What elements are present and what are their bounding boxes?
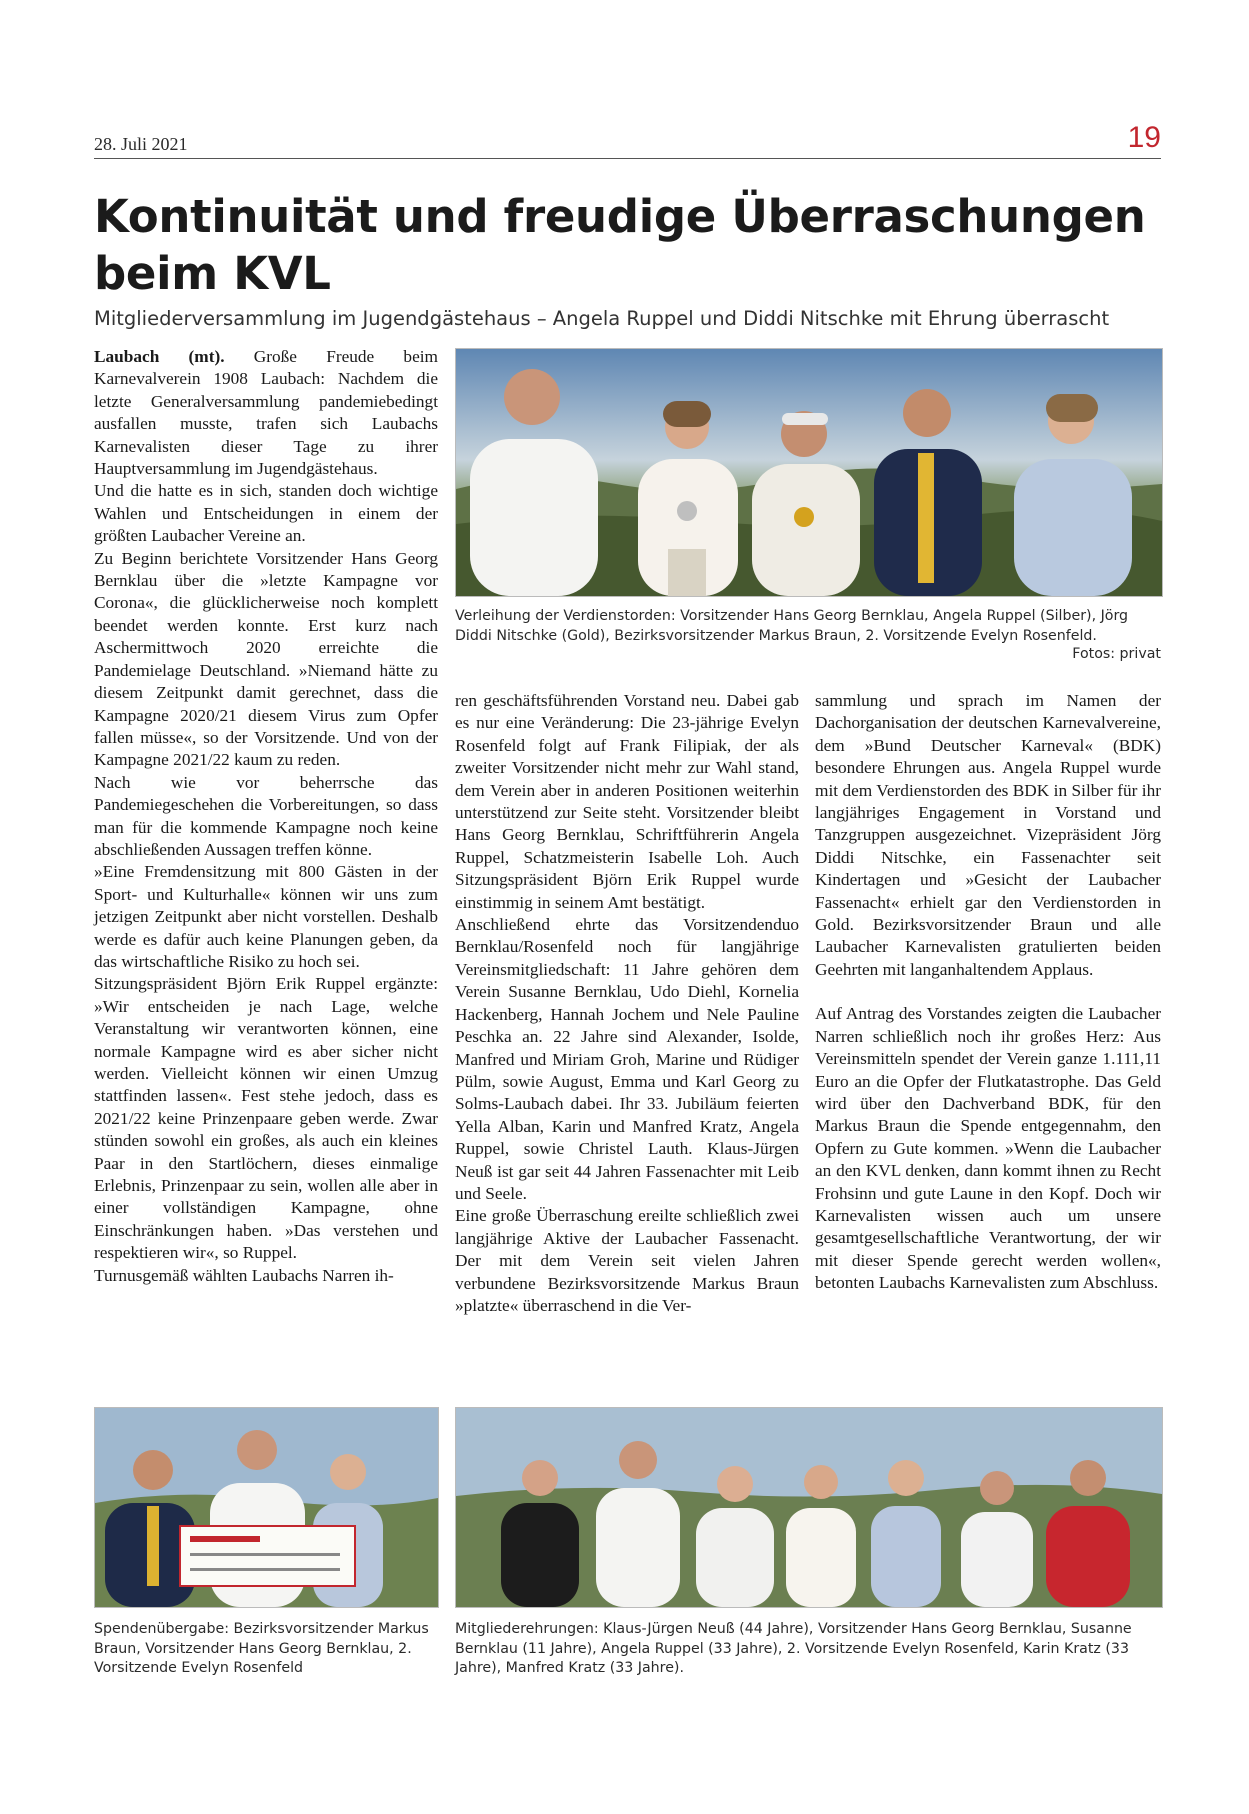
paragraph: ren geschäftsführenden Vorstand neu. Dabei gab es nur eine Veränderung: Die 23-jährige Evelyn Rosenfeld folgt auf Frank Filipiak, der als zweiter Vorsitzender nicht mehr zur Wahl stand, dem Verein aber in anderen Positionen weiterhin unterstützend zur Seite steht. Vorsitzender bleibt Hans Georg Bernklau, Schriftführerin Angela Ruppel, Schatzmeisterin Isabelle Loh. Auch Sitzungspräsident Björn Erik Ruppel wurde einstimmig in seinem Amt bestätigt.: [455, 691, 799, 912]
donation-photo-caption: Spendenübergabe: Bezirksvorsitzender Markus Braun, Vorsitzender Hans Georg Bernklau, 2. Vorsitzende Evelyn Rosenfeld: [94, 1621, 429, 1677]
paragraph: »Eine Fremdensitzung mit 800 Gästen in der Sport- und Kulturhalle« können wir uns zum jetzigen Zeitpunkt aber nicht vorstellen. Deshalb werde es dafür auch keine Planungen geben, da das wirtschaftliche Risiko zu hoch sei.: [94, 862, 438, 971]
paragraph: Turnusgemäß wählten Laubachs Narren ih-: [94, 1265, 394, 1285]
donation-handover-photo: [94, 1407, 439, 1608]
photo-credit: Fotos: privat: [1072, 646, 1161, 662]
paragraph: Laubach (mt). Große Freude beim Karnevalverein 1908 Laubach: Nachdem die letzte Generalversammlung pandemiebedingt ausfallen musste, trafen sich Laubachs Karnevalisten dieser Tage zu ihrer Hauptversammlung im Jugendgästehaus.: [94, 347, 438, 479]
paragraph: Und die hatte es in sich, standen doch wichtige Wahlen und Entscheidungen in einem der größten Laubacher Vereine an.: [94, 481, 438, 546]
member-honors-illustration: [456, 1408, 1162, 1607]
main-photo-caption: Verleihung der Verdienstorden: Vorsitzender Hans Georg Bernklau, Angela Ruppel (Silber), Jörg Diddi Nitschke (Gold), Bezirksvorsitzender Markus Braun, 2. Vorsitzende Evelyn Rosenfeld.: [455, 608, 1129, 644]
issue-date: 28. Juli 2021: [94, 134, 188, 154]
award-ceremony-illustration: [456, 349, 1162, 596]
award-ceremony-photo: [455, 348, 1163, 597]
article-subheadline: Mitgliederversammlung im Jugendgästehaus – Angela Ruppel und Diddi Nitschke mit Ehrung überrascht: [94, 307, 1110, 330]
dateline: Laubach (mt).: [94, 347, 225, 366]
paragraph: Nach wie vor beherrsche das Pandemiegeschehen die Vorbereitungen, so dass man für die kommende Kampagne noch keine abschließenden Aussagen treffen könne.: [94, 772, 438, 859]
donation-illustration: [95, 1408, 438, 1607]
member-honors-photo: [455, 1407, 1163, 1608]
paragraph: Sitzungspräsident Björn Erik Ruppel ergänzte: »Wir entscheiden je nach Lage, welche Veranstaltung wir verantworten können, eine normale Kampagne wird es aber sicher nicht werden. Vielleicht können wir einen Umzug stattfinden lassen«. Fest stehe jedoch, dass es 2021/22 keine Prinzenpaare geben werde. Zwar stünden sowohl ein großes, als auch ein kleines Paar in den Startlöchern, dieses einmalige Erlebnis, Prinzenpaar zu sein, wollen alle aber in einer vollständigen Kampagne, ohne Einschränkungen haben. »Das verstehen und respektieren wir«, so Ruppel.: [94, 974, 438, 1263]
header-rule: [94, 158, 1161, 159]
paragraph: Eine große Überraschung ereilte schließlich zwei langjährige Aktive der Laubacher Fassenacht. Der mit dem Verein seit vielen Jahren verbundene Bezirksvorsitzende Markus Braun »platzte« überraschend in die Ver-: [455, 1206, 799, 1315]
article-headline: Kontinuität und freudige Überraschungen beim KVL: [94, 190, 1146, 300]
page-number: 19: [1127, 121, 1161, 154]
paragraph: Anschließend ehrte das Vorsitzendenduo Bernklau/Rosenfeld noch für langjährige Vereinsmitgliedschaft: 11 Jahre gehören dem Verein Susanne Bernklau, Udo Diehl, Kornelia Hackenberg, Hannah Jochem und Nele Pauline Peschka an. 22 Jahre sind Alexander, Isolde, Manfred und Miriam Groh, Marine und Rüdiger Pülm, sowie August, Emma und Karl Georg zu Solms-Laubach dabei. Ihr 33. Jubiläum feierten Yella Alban, Karin und Manfred Kratz, Angela Ruppel, sowie Christel Lauth. Klaus-Jürgen Neuß ist gar seit 44 Jahren Fassenachter mit Leib und Seele.: [455, 915, 799, 1203]
article-column-1: [94, 346, 438, 1287]
paragraph: Auf Antrag des Vorstandes zeigten die Laubacher Narren schließlich noch ihr großes Herz: Aus Vereinsmitteln spendet der Verein ganze 1.111,11 Euro an die Opfer der Flutkatastrophe. Das Geld wird über den Dachverband BDK, für den Markus Braun die Spende entgegennahm, den Opfern zu Gute kommen. »Wenn die Laubacher an den KVL denken, dann kommt ihnen zu Recht Frohsinn und gute Laune in den Kopf. Doch wir Karnevalisten wissen auch um unsere gesamtgesellschaftliche Verantwortung, der wir mit dieser Spende gerecht werden wollen«, betonten Laubachs Karnevalisten zum Abschluss.: [815, 1004, 1161, 1293]
article-column-2: [455, 690, 799, 1317]
paragraph: sammlung und sprach im Namen der Dachorganisation der deutschen Karnevalvereine, dem »Bund Deutscher Karneval« (BDK) besondere Ehrungen aus. Angela Ruppel wurde mit dem Verdienstorden des BDK in Silber für ihr langjähriges Engagement in Vorstand und Tanzgruppen ausgezeichnet. Vizepräsident Jörg Diddi Nitschke, ein Fassenachter seit Kindertagen und »Gesicht der Laubacher Fassenacht« erhielt gar den Verdienstorden in Gold. Bezirksvorsitzender Braun und alle Laubacher Karnevalisten gratulierten beiden Geehrten mit langanhaltendem Applaus.: [815, 691, 1161, 979]
paragraph-gap: [815, 981, 1161, 1003]
member-honors-caption: Mitgliederehrungen: Klaus-Jürgen Neuß (44 Jahre), Vorsitzender Hans Georg Bernklau, Susanne Bernklau (11 Jahre), Angela Ruppel (33 Jahre), 2. Vorsitzende Evelyn Rosenfeld, Karin Kratz (33 Jahre), Manfred Kratz (33 Jahre).: [455, 1621, 1132, 1677]
paragraph: Zu Beginn berichtete Vorsitzender Hans Georg Bernklau über die »letzte Kampagne vor Corona«, die glücklicherweise noch komplett beendet werden konnte. Erst kurz nach Aschermittwoch 2020 erreichte die Pandemielage Deutschland. »Niemand hätte zu diesem Zeitpunkt damit gerechnet, dass die Kampagne 2020/21 diesem Virus zum Opfer fallen müsse«, so der Vorsitzende. Und von der Kampagne 2021/22 kaum zu reden.: [94, 548, 438, 770]
article-column-3: [815, 690, 1161, 1295]
